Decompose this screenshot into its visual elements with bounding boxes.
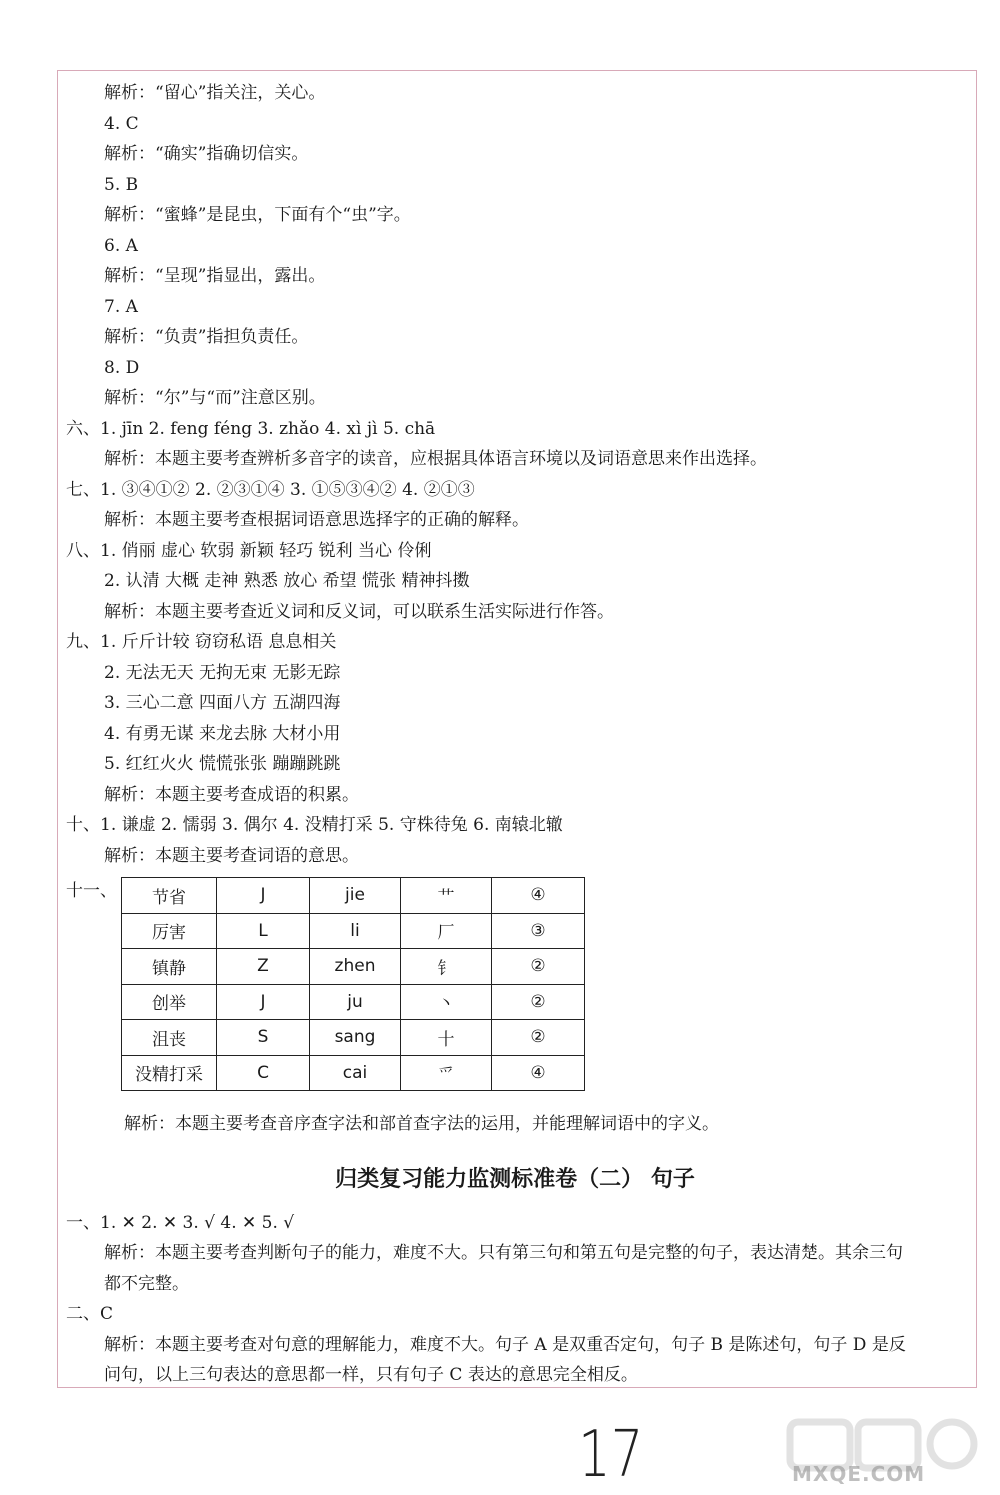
word-cell: 没精打采 — [122, 1055, 217, 1091]
table-row — [122, 1020, 585, 1056]
answer-line: 解析：本题主要考查词语的意思。 — [104, 845, 359, 866]
pinyin-cell: li — [310, 913, 401, 949]
word-cell: 节省 — [122, 878, 217, 914]
radical-cell: 钅 — [401, 949, 492, 985]
answer-line: 解析：“尔”与“而”注意区别。 — [104, 388, 326, 408]
answer-line: 解析：“呈现”指显出，露出。 — [104, 266, 326, 286]
answer-line: 8. D — [104, 357, 140, 378]
meaning-cell: ② — [492, 949, 585, 985]
answer-line: 解析：“留心”指关注，关心。 — [104, 83, 326, 103]
answer-line: 问句，以上三句表达的意思都一样，只有句子 C 表达的意思完全相反。 — [104, 1365, 638, 1385]
answer-line: 七、1. ③④①② 2. ②③①④ 3. ①⑤③④② 4. ②①③ — [66, 479, 475, 500]
word-cell: 沮丧 — [122, 1020, 217, 1056]
initial-cell: J — [217, 984, 310, 1020]
word-cell: 厉害 — [122, 913, 217, 949]
answer-line: 2. 认清 大概 走神 熟悉 放心 希望 慌张 精神抖擞 — [104, 571, 470, 591]
answer-line: 4. C — [104, 113, 139, 134]
pinyin-cell: zhen — [310, 949, 401, 985]
radical-cell: 丶 — [401, 984, 492, 1020]
radical-cell: 艹 — [401, 878, 492, 914]
table-row — [122, 949, 585, 985]
meaning-cell: ② — [492, 1020, 585, 1056]
dictionary-lookup-table — [121, 877, 585, 1091]
answer-line: 二、C — [66, 1304, 114, 1324]
pinyin-cell: cai — [310, 1055, 401, 1091]
handwritten-page-number: 17 — [578, 1418, 644, 1492]
answer-line: 3. 三心二意 四面八方 五湖四海 — [104, 693, 341, 713]
answer-content — [0, 78, 1000, 1391]
pinyin-cell: ju — [310, 984, 401, 1020]
answer-line: 一、1. ✕ 2. ✕ 3. √ 4. ✕ 5. √ — [66, 1212, 295, 1233]
table-row — [122, 984, 585, 1020]
initial-cell: S — [217, 1020, 310, 1056]
answer-line: 解析：本题主要考查成语的积累。 — [104, 784, 359, 805]
radical-cell: 十 — [401, 1020, 492, 1056]
initial-cell: C — [217, 1055, 310, 1091]
answer-line: 解析：本题主要考查近义词和反义词，可以联系生活实际进行作答。 — [104, 601, 614, 622]
answers-part-1 — [0, 78, 1000, 871]
answer-line: 解析：“确实”指确切信实。 — [104, 144, 309, 164]
section-title: 归类复习能力监测标准卷（二） 句子 — [335, 1166, 695, 1192]
meaning-cell: ④ — [492, 1055, 585, 1091]
answer-line: 解析：本题主要考查对句意的理解能力，难度不大。句子 A 是双重否定句，句子 B 是陈述句，句子 D 是反 — [104, 1334, 906, 1355]
answer-line: 5. B — [104, 174, 139, 195]
answer-line: 六、1. jīn 2. feng féng 3. zhǎo 4. xì jì 5. chā — [66, 418, 436, 439]
answer-line: 解析：本题主要考查辨析多音字的读音，应根据具体语言环境以及词语意思来作出选择。 — [104, 449, 767, 469]
answer-line: 解析：“蜜蜂”是昆虫，下面有个“虫”字。 — [104, 205, 411, 225]
initial-cell: J — [217, 878, 310, 914]
answer-line: 解析：本题主要考查根据词语意思选择字的正确的解释。 — [104, 510, 529, 530]
pinyin-cell: jie — [310, 878, 401, 914]
table-row — [122, 878, 585, 914]
table-row — [122, 1055, 585, 1091]
answer-line: 4. 有勇无谋 来龙去脉 大材小用 — [104, 723, 341, 744]
radical-cell: 厂 — [401, 913, 492, 949]
answer-line: 解析：本题主要考查判断句子的能力，难度不大。只有第三句和第五句是完整的句子，表达清楚。其余三句 — [104, 1243, 903, 1263]
table-row — [122, 913, 585, 949]
pinyin-cell: sang — [310, 1020, 401, 1056]
initial-cell: Z — [217, 949, 310, 985]
meaning-cell: ② — [492, 984, 585, 1020]
word-cell: 镇静 — [122, 949, 217, 985]
answer-line: 2. 无法无天 无拘无束 无影无踪 — [104, 662, 341, 683]
meaning-cell: ④ — [492, 878, 585, 914]
question-11-block — [0, 877, 1000, 1105]
table-analysis: 解析：本题主要考查音序查字法和部首查字法的运用，并能理解词语中的字义。 — [124, 1114, 719, 1134]
meaning-cell: ③ — [492, 913, 585, 949]
watermark-text: MXQE.COM — [792, 1462, 926, 1486]
answer-line: 解析：“负责”指担负责任。 — [104, 327, 309, 347]
radical-cell: 爫 — [401, 1055, 492, 1091]
answer-line: 都不完整。 — [104, 1273, 189, 1294]
answer-line: 十、1. 谦虚 2. 懦弱 3. 偶尔 4. 没精打采 5. 守株待兔 6. 南辕北辙 — [66, 815, 563, 835]
answer-line: 6. A — [104, 235, 138, 256]
answers-part-2 — [0, 1208, 1000, 1391]
answer-line: 7. A — [104, 296, 138, 317]
word-cell: 创举 — [122, 984, 217, 1020]
answer-line: 九、1. 斤斤计较 窃窃私语 息息相关 — [66, 632, 337, 652]
answer-line: 5. 红红火火 慌慌张张 蹦蹦跳跳 — [104, 754, 341, 774]
question-11-label: 十一、 — [66, 881, 117, 901]
initial-cell: L — [217, 913, 310, 949]
answer-line: 八、1. 俏丽 虚心 软弱 新颖 轻巧 锐利 当心 伶俐 — [66, 540, 432, 561]
